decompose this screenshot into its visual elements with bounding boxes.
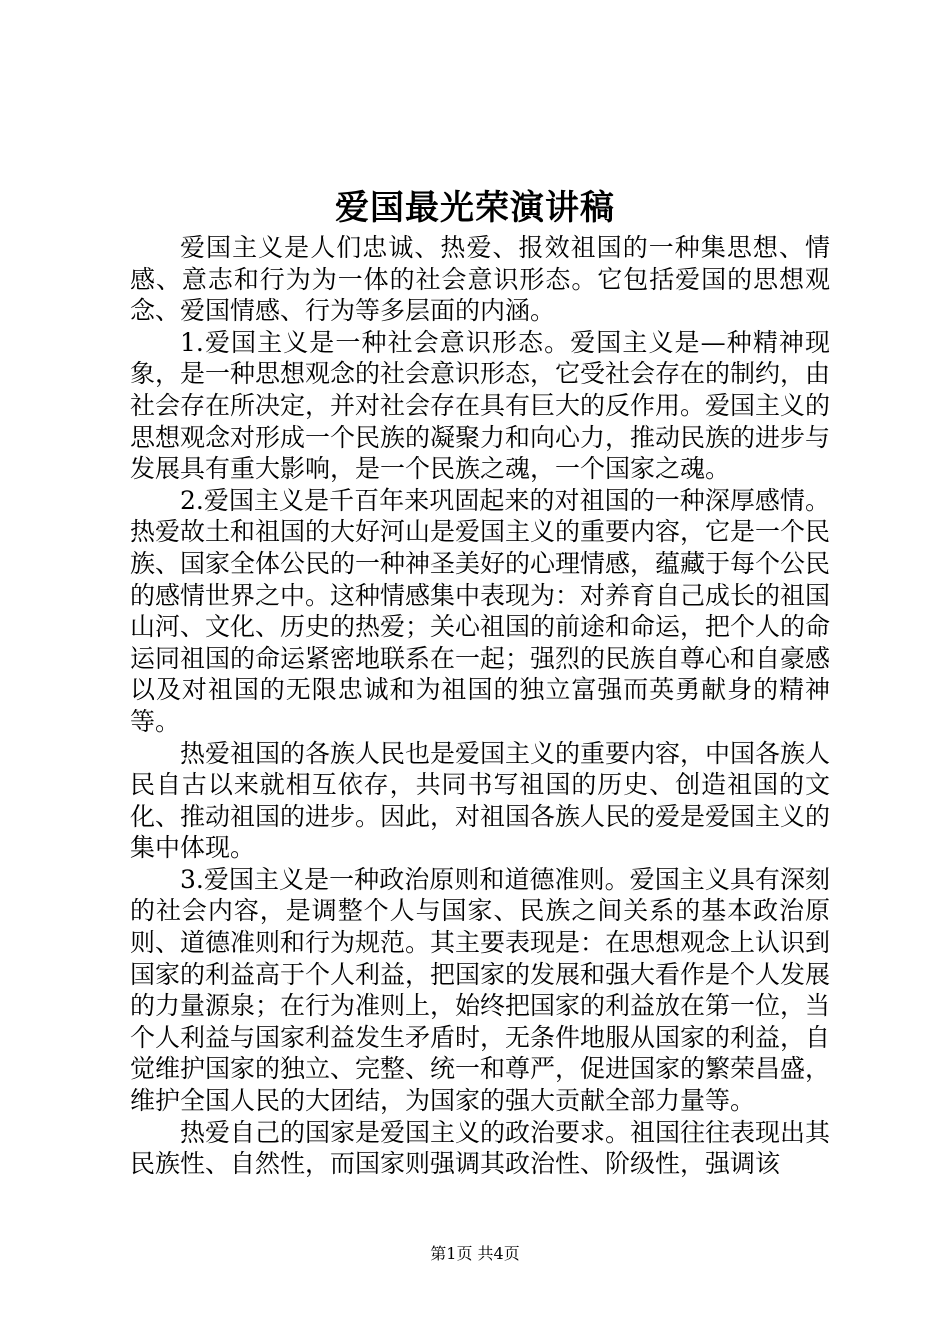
paragraph-point-2: 2.爱国主义是千百年来巩固起来的对祖国的一种深厚感情。热爱故土和祖国的大好河山是爱国主义的重要内容，它是一个民族、国家全体公民的一种神圣美好的心理情感，蕴藏于每个公民的感情世界之中。这种情感集中表现为：对养育自己成长的祖国山河、文化、历史的热爱；关心祖国的前途和命运，把个人的命运同祖国的命运紧密地联系在一起；强烈的民族自尊心和自豪感以及对祖国的无限忠诚和为祖国的独立富强而英勇献身的精神等。 <box>130 485 831 736</box>
paragraph-point-3: 3.爱国主义是一种政治原则和道德准则。爱国主义具有深刻的社会内容，是调整个人与国家、民族之间关系的基本政治原则、道德准则和行为规范。其主要表现是：在思想观念上认识到国家的利益高于个人利益，把国家的发展和强大看作是个人发展的力量源泉；在行为准则上，始终把国家的利益放在第一位，当个人利益与国家利益发生矛盾时，无条件地服从国家的利益，自觉维护国家的独立、完整、统一和尊严，促进国家的繁荣昌盛，维护全国人民的大团结，为国家的强大贡献全部力量等。 <box>130 864 831 1116</box>
paragraph-intro: 爱国主义是人们忠诚、热爱、报效祖国的一种集思想、情感、意志和行为为一体的社会意识形态。它包括爱国的思想观念、爱国情感、行为等多层面的内涵。 <box>130 233 830 326</box>
document-title: 爱国最光荣演讲稿 <box>335 188 615 228</box>
document-body <box>130 232 830 1180</box>
paragraph-political-requirement: 热爱自己的国家是爱国主义的政治要求。祖国往往表现出其民族性、自然性，而国家则强调其政治性、阶级性，强调该 <box>130 1117 831 1179</box>
paragraph-ethnic-groups: 热爱祖国的各族人民也是爱国主义的重要内容，中国各族人民自古以来就相互依存，共同书写祖国的历史、创造祖国的文化、推动祖国的进步。因此，对祖国各族人民的爱是爱国主义的集中体现。 <box>130 738 831 863</box>
page-number-footer: 第1页 共4页 <box>430 1244 520 1263</box>
paragraph-point-1: 1.爱国主义是一种社会意识形态。爱国主义是—种精神现象，是一种思想观念的社会意识形态，它受社会存在的制约，由社会存在所决定，并对社会存在具有巨大的反作用。爱国主义的思想观念对形成一个民族的凝聚力和向心力，推动民族的进步与发展具有重大影响，是一个民族之魂，一个国家之魂。 <box>130 327 831 484</box>
